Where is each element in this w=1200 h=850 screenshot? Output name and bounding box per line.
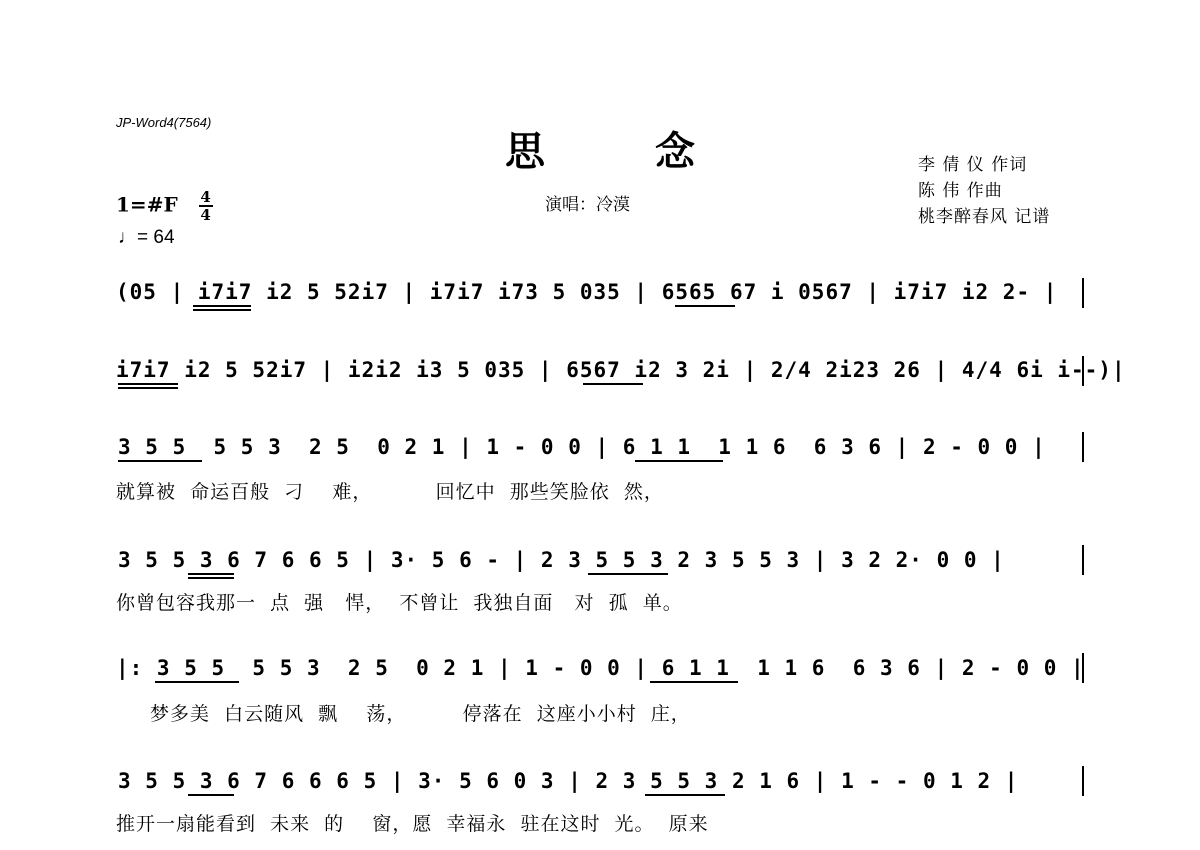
barline	[1082, 432, 1084, 462]
beam	[645, 794, 725, 796]
score-line-3: 3 5 5 5 5 3 2 5 0 2 1 | 1 - 0 0 | 6 1 1 1 1 6 6 3 6 | 2 - 0 0 |	[118, 435, 1046, 459]
title-char-2: 念	[655, 128, 695, 175]
key-note: #F	[146, 192, 178, 217]
score-line-4: 3 5 5 3 6 7 6 6 5 | 3· 5 6 - | 2 3 5 5 3 2 3 5 5 3 | 3 2 2· 0 0 |	[118, 548, 1005, 572]
quarter-note-icon: ♩	[118, 227, 137, 248]
beam	[118, 460, 202, 462]
credit-score: 桃李醉春风 记谱	[918, 207, 1051, 227]
tempo-value: = 64	[137, 227, 175, 248]
key-label: 1=	[116, 192, 147, 217]
lyrics-line-4: 你曾包容我那一 点 强 悍， 不曾让 我独自面 对 孤 单。	[116, 592, 683, 614]
lyrics-line-6: 推开一扇能看到 未来 的 窗，愿 幸福永 驻在这时 光。 原来	[116, 813, 709, 835]
beam	[635, 460, 723, 462]
beam	[155, 681, 239, 683]
score-line-2: i7i7 i2 5 52i7 | i2i2 i3 5 035 | 6567 i2 3 2i | 2/4 2i23 26 | 4/4 6i i--)|	[116, 358, 1126, 382]
beam	[188, 573, 234, 575]
lyrics-line-3: 就算被 命运百般 刁 难， 回忆中 那些笑脸依 然，	[116, 481, 664, 503]
beam	[675, 305, 735, 307]
title-char-1: 思	[505, 128, 545, 175]
time-bottom: 4	[200, 206, 211, 224]
key-signature	[116, 190, 213, 222]
lyrics-line-5: 梦多美 白云随风 飘 荡， 停落在 这座小小村 庄，	[150, 703, 691, 725]
beam	[193, 305, 251, 307]
score-line-5: |: 3 5 5 5 5 3 2 5 0 2 1 | 1 - 0 0 | 6 1 1 1 1 6 6 3 6 | 2 - 0 0 |	[116, 656, 1085, 680]
credit-music: 陈 伟 作曲	[918, 181, 1003, 201]
time-signature	[199, 190, 213, 222]
barline	[1082, 356, 1084, 386]
beam	[118, 387, 178, 389]
beam	[188, 794, 234, 796]
source-label: JP-Word4(7564)	[116, 115, 212, 130]
score-line-1: (05 | i7i7 i2 5 52i7 | i7i7 i73 5 035 | 6565 67 i 0567 | i7i7 i2 2- |	[116, 280, 1058, 304]
barline	[1082, 653, 1084, 683]
score-line-6: 3 5 5 3 6 7 6 6 6 5 | 3· 5 6 0 3 | 2 3 5 5 3 2 1 6 | 1 - - 0 1 2 |	[118, 769, 1019, 793]
beam	[588, 573, 668, 575]
credit-lyrics: 李 倩 仪 作词	[918, 155, 1028, 175]
beam	[118, 383, 178, 385]
barline	[1082, 278, 1084, 308]
beam	[193, 309, 251, 311]
barline	[1082, 545, 1084, 575]
time-top: 4	[200, 188, 211, 206]
singer-label: 演唱：冷漠	[545, 195, 630, 215]
beam	[583, 383, 643, 385]
beam	[650, 681, 738, 683]
beam	[188, 577, 234, 579]
barline	[1082, 766, 1084, 796]
tempo-marking	[118, 227, 175, 249]
